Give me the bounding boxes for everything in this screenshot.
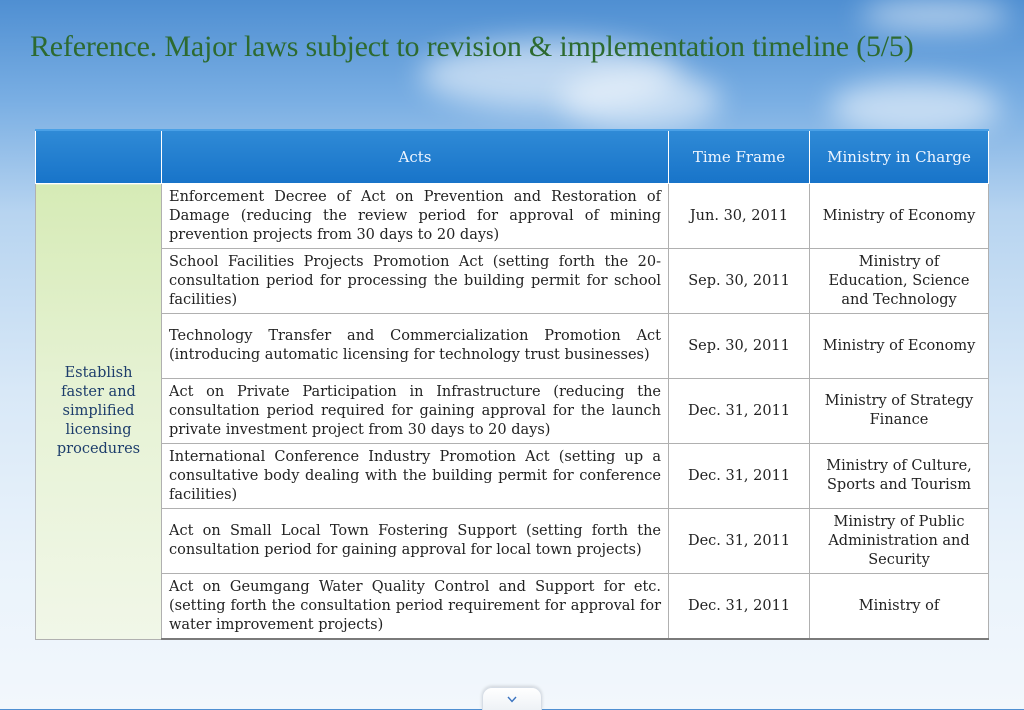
- act-cell: Enforcement Decree of Act on Prevention and Restoration of Damage (reducing the review period for approval of mining prevention projects from 30 days to 20 days): [162, 184, 669, 249]
- chevron-down-icon: [507, 696, 517, 703]
- laws-table: [35, 129, 989, 640]
- act-cell: Act on Geumgang Water Quality Control and Support for etc. (setting forth the consultation period requirement for approval for water improvement projects): [162, 574, 669, 640]
- ministry-cell: Ministry of Public Administration and Security: [810, 509, 989, 574]
- time-frame-cell: Dec. 31, 2011: [669, 379, 810, 444]
- time-frame-cell: Dec. 31, 2011: [669, 509, 810, 574]
- next-slide-tab[interactable]: [482, 687, 542, 710]
- slide-title: Reference. Major laws subject to revision & implementation timeline (5/5): [30, 30, 914, 63]
- header-ministry: Ministry in Charge: [810, 130, 989, 184]
- time-frame-cell: Sep. 30, 2011: [669, 249, 810, 314]
- time-frame-cell: Sep. 30, 2011: [669, 314, 810, 379]
- ministry-cell: Ministry of Economy: [810, 184, 989, 249]
- act-cell: Act on Small Local Town Fostering Support (setting forth the consultation period for gaining approval for local town projects): [162, 509, 669, 574]
- table-row: [36, 574, 989, 640]
- cloud-decoration: [830, 80, 1000, 135]
- table-header-row: [36, 130, 989, 184]
- time-frame-cell: Dec. 31, 2011: [669, 574, 810, 640]
- cloud-decoration: [560, 70, 720, 130]
- table-row: [36, 509, 989, 574]
- act-cell: International Conference Industry Promotion Act (setting up a consultative body dealing with the building permit for conference facilities): [162, 444, 669, 509]
- time-frame-cell: Dec. 31, 2011: [669, 444, 810, 509]
- ministry-cell: Ministry of Education, Science and Technology: [810, 249, 989, 314]
- act-cell: School Facilities Projects Promotion Act (setting forth the 20-consultation period for processing the building permit for school facilities): [162, 249, 669, 314]
- table-row: [36, 379, 989, 444]
- table-row: [36, 314, 989, 379]
- table-row: [36, 249, 989, 314]
- header-time-frame: Time Frame: [669, 130, 810, 184]
- ministry-cell: Ministry of Strategy Finance: [810, 379, 989, 444]
- ministry-cell: Ministry of Culture, Sports and Tourism: [810, 444, 989, 509]
- cloud-decoration: [860, 0, 1010, 30]
- ministry-cell: Ministry of: [810, 574, 989, 640]
- header-category: [36, 130, 162, 184]
- table-row: [36, 184, 989, 249]
- table-row: [36, 444, 989, 509]
- ministry-cell: Ministry of Economy: [810, 314, 989, 379]
- time-frame-cell: Jun. 30, 2011: [669, 184, 810, 249]
- act-cell: Technology Transfer and Commercialization Promotion Act (introducing automatic licensing for technology trust businesses): [162, 314, 669, 379]
- header-acts: Acts: [162, 130, 669, 184]
- act-cell: Act on Private Participation in Infrastructure (reducing the consultation period required for gaining approval for the launch private investment project from 30 days to 20 days): [162, 379, 669, 444]
- category-cell: Establish faster and simplified licensing procedures: [36, 184, 162, 640]
